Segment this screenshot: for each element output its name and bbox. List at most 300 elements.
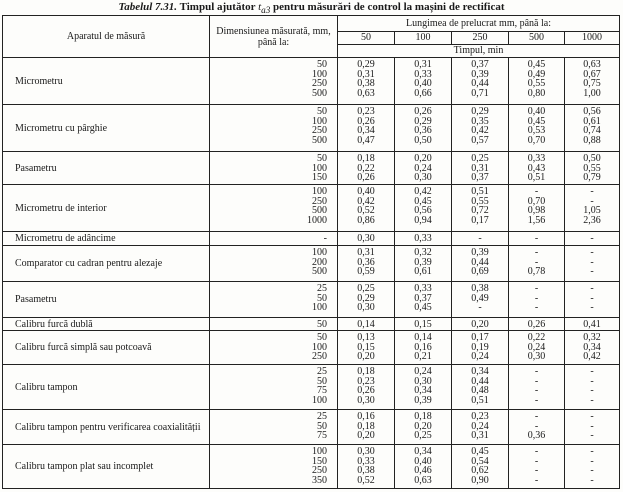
dimension-value: 50 (317, 319, 327, 330)
time-value: 0,38 (471, 283, 489, 294)
dimension-cell (210, 365, 338, 410)
time-value: 0,70 (527, 134, 546, 146)
time-value: 0,51 (471, 186, 489, 197)
time-value: - (590, 385, 594, 396)
dimension-value: 100 (312, 162, 327, 174)
time-value: 0,62 (471, 465, 489, 476)
time-value: 0,72 (471, 205, 489, 216)
time-value: 0,20 (471, 319, 489, 330)
time-value: 0,20 (357, 430, 375, 441)
time-value: 0,33 (414, 283, 432, 294)
time-cell-100 (395, 105, 452, 152)
time-value: 0,51 (471, 394, 489, 406)
time-value: 2,36 (583, 214, 601, 226)
time-value: 0,15 (357, 341, 375, 353)
caption-text-after: pentru măsurări de control la mașini de rectificat (270, 1, 505, 13)
time-value: - (590, 430, 594, 441)
header-length-50: 50 (338, 32, 395, 45)
time-value: 0,59 (357, 266, 375, 277)
time-value: 0,79 (583, 172, 601, 183)
time-value: 0,22 (527, 332, 546, 343)
time-value: 0,54 (471, 455, 489, 467)
time-value: 0,31 (414, 59, 432, 70)
time-value: 0,45 (527, 115, 546, 127)
time-cell-500 (509, 152, 565, 185)
time-value: - (590, 474, 594, 486)
dimension-value: 50 (317, 59, 327, 70)
time-value: 0,33 (357, 455, 375, 467)
time-value: 0,56 (583, 106, 601, 117)
caption-symbol: t (258, 1, 262, 13)
time-value: 0,44 (471, 78, 489, 89)
time-value: 0,22 (357, 162, 375, 174)
time-value: 0,39 (414, 256, 432, 268)
time-value: 0,42 (357, 195, 375, 207)
header-time: Timpul, min (338, 45, 620, 58)
time-value: 0,36 (414, 125, 432, 136)
table-row (3, 365, 620, 410)
time-cell-100 (395, 185, 452, 232)
time-value: 0,61 (583, 115, 601, 127)
dimension-cell (210, 282, 338, 318)
time-cell-50 (338, 410, 395, 445)
time-value: - (590, 366, 594, 377)
time-value: 0,86 (357, 214, 375, 226)
time-value: 0,24 (471, 420, 489, 432)
time-value: 0,52 (357, 474, 375, 486)
time-value: - (590, 420, 594, 432)
instrument-name: Comparator cu cadran pentru alezaje (3, 246, 210, 282)
header-length-1000: 1000 (565, 32, 620, 45)
table-row (3, 410, 620, 445)
time-value: - (534, 247, 539, 258)
time-value: - (478, 302, 482, 313)
time-value: 0,75 (583, 78, 601, 89)
dimension-value: 100 (312, 341, 327, 353)
time-cell-1000 (565, 282, 620, 318)
dimension-cell (210, 410, 338, 445)
time-value: 0,55 (471, 195, 489, 207)
time-value: 0,44 (471, 375, 489, 387)
dimension-value: - (323, 233, 327, 244)
time-cell-1000 (565, 445, 620, 489)
time-value: - (590, 375, 594, 387)
time-value: 0,31 (357, 247, 375, 258)
time-cell-100 (395, 445, 452, 489)
time-cell-250 (452, 331, 509, 365)
time-cell-50 (338, 185, 395, 232)
time-value: 0,18 (414, 411, 432, 422)
time-value: 0,52 (357, 205, 375, 216)
time-cell-250 (452, 282, 509, 318)
time-value: 0,36 (527, 430, 546, 441)
instrument-name: Pasametru (3, 152, 210, 185)
instrument-name: Calibru tampon (3, 365, 210, 410)
time-value: 0,42 (583, 351, 601, 362)
time-cell-500 (509, 58, 565, 105)
time-value: 0,26 (527, 319, 546, 330)
time-value: 0,17 (471, 332, 489, 343)
time-value: 0,26 (357, 385, 375, 396)
time-value: 0,45 (414, 302, 432, 313)
dimension-cell (210, 105, 338, 152)
time-cell-50 (338, 331, 395, 365)
time-value: 0,98 (527, 205, 546, 216)
time-value: 0,40 (414, 78, 432, 89)
dimension-cell (210, 445, 338, 489)
time-value: - (534, 233, 539, 244)
dimension-value: 350 (312, 474, 327, 486)
time-value: 0,25 (471, 153, 489, 164)
time-cell-1000 (565, 318, 620, 331)
time-cell-250 (452, 58, 509, 105)
time-value: 0,47 (357, 134, 375, 146)
dimension-value: 100 (312, 68, 327, 80)
time-value: 0,45 (414, 195, 432, 207)
time-cell-1000 (565, 58, 620, 105)
time-value: 0,39 (414, 394, 432, 406)
time-cell-500 (509, 105, 565, 152)
time-cell-1000 (565, 105, 620, 152)
time-cell-250 (452, 445, 509, 489)
time-cell-500 (509, 445, 565, 489)
time-value: 0,67 (583, 68, 601, 80)
table-row (3, 232, 620, 246)
time-value: 0,31 (471, 430, 489, 441)
time-value: 0,88 (583, 134, 601, 146)
time-value: - (534, 385, 539, 396)
time-value: 0,61 (414, 266, 432, 277)
time-cell-100 (395, 152, 452, 185)
dimension-value: 25 (317, 411, 327, 422)
time-value: - (590, 266, 594, 277)
time-value: 0,30 (414, 172, 432, 183)
time-value: 0,66 (414, 87, 432, 99)
time-value: 0,31 (357, 68, 375, 80)
time-table (2, 15, 620, 489)
time-cell-1000 (565, 185, 620, 232)
time-value: - (534, 465, 539, 476)
time-value: 0,14 (414, 332, 432, 343)
time-value: - (590, 186, 594, 197)
time-cell-500 (509, 410, 565, 445)
table-caption (0, 1, 623, 16)
time-value: 0,25 (414, 430, 432, 441)
time-value: 0,55 (583, 162, 601, 174)
time-cell-500 (509, 246, 565, 282)
time-value: 0,42 (414, 186, 432, 197)
time-value: 0,48 (471, 385, 489, 396)
time-value: - (534, 455, 539, 467)
time-value: 0,20 (414, 420, 432, 432)
time-value: - (534, 302, 539, 313)
time-cell-50 (338, 318, 395, 331)
time-value: 0,23 (357, 106, 375, 117)
instrument-name: Micrometru cu pârghie (3, 105, 210, 152)
dimension-value: 500 (312, 205, 327, 216)
table-row (3, 105, 620, 152)
dimension-value: 250 (312, 465, 327, 476)
time-value: 0,45 (471, 446, 489, 457)
dimension-value: 75 (317, 385, 327, 396)
time-value: 0,37 (471, 59, 489, 70)
time-value: 0,39 (471, 68, 489, 80)
time-value: 0,78 (527, 266, 546, 277)
dimension-value: 50 (317, 292, 327, 304)
table-row (3, 246, 620, 282)
dimension-value: 200 (312, 256, 327, 268)
time-cell-1000 (565, 410, 620, 445)
time-cell-250 (452, 105, 509, 152)
dimension-value: 50 (317, 420, 327, 432)
time-value: 0,37 (471, 172, 489, 183)
time-value: 0,34 (414, 385, 432, 396)
dimension-value: 50 (317, 375, 327, 387)
time-value: 0,49 (527, 68, 546, 80)
time-cell-50 (338, 58, 395, 105)
time-value: - (534, 394, 539, 406)
dimension-value: 100 (312, 446, 327, 457)
time-cell-100 (395, 365, 452, 410)
time-value: 0,38 (357, 465, 375, 476)
dimension-value: 150 (312, 455, 327, 467)
time-value: 0,33 (414, 68, 432, 80)
time-value: 0,13 (357, 332, 375, 343)
time-value: 0,29 (471, 106, 489, 117)
dimension-value: 75 (317, 430, 327, 441)
time-cell-100 (395, 331, 452, 365)
instrument-name: Calibru tampon plat sau incomplet (3, 445, 210, 489)
time-value: 0,40 (527, 106, 546, 117)
header-length-250: 250 (452, 32, 509, 45)
time-cell-1000 (565, 232, 620, 246)
time-cell-250 (452, 152, 509, 185)
time-cell-50 (338, 282, 395, 318)
dimension-cell (210, 152, 338, 185)
time-value: 0,21 (414, 351, 432, 362)
time-value: 0,25 (357, 283, 375, 294)
time-cell-1000 (565, 331, 620, 365)
time-value: 0,24 (527, 341, 546, 353)
time-value: 0,33 (527, 153, 546, 164)
time-value: 0,24 (414, 366, 432, 377)
dimension-value: 250 (312, 78, 327, 89)
time-value: 0,30 (527, 351, 546, 362)
dimension-value: 500 (312, 87, 327, 99)
time-value: 0,40 (414, 455, 432, 467)
dimension-value: 100 (312, 302, 327, 313)
time-cell-50 (338, 232, 395, 246)
header-length-500: 500 (509, 32, 565, 45)
table-row (3, 185, 620, 232)
time-value: 0,30 (414, 375, 432, 387)
table-row (3, 331, 620, 365)
instrument-name: Calibru tampon pentru verificarea coaxialității (3, 410, 210, 445)
time-value: 0,32 (583, 332, 601, 343)
time-value: - (590, 195, 594, 207)
dimension-value: 100 (312, 186, 327, 197)
time-cell-50 (338, 445, 395, 489)
time-cell-500 (509, 232, 565, 246)
time-value: 0,36 (357, 256, 375, 268)
time-value: 0,16 (414, 341, 432, 353)
time-value: 0,74 (583, 125, 601, 136)
time-value: 0,26 (357, 115, 375, 127)
time-value: 0,53 (527, 125, 546, 136)
dimension-value: 250 (312, 351, 327, 362)
dimension-value: 50 (317, 332, 327, 343)
instrument-name: Pasametru (3, 282, 210, 318)
time-value: 0,51 (527, 172, 546, 183)
time-cell-250 (452, 410, 509, 445)
header-instrument: Aparatul de măsură (3, 16, 210, 58)
time-value: 0,43 (527, 162, 546, 174)
time-value: 1,00 (583, 87, 601, 99)
time-value: 0,34 (414, 446, 432, 457)
time-value: 0,35 (471, 115, 489, 127)
time-value: 0,20 (414, 153, 432, 164)
dimension-cell (210, 318, 338, 331)
time-value: 0,19 (471, 341, 489, 353)
time-value: - (590, 455, 594, 467)
time-value: - (590, 446, 594, 457)
dimension-cell (210, 331, 338, 365)
time-value: 0,26 (357, 172, 375, 183)
instrument-name: Micrometru (3, 58, 210, 105)
time-cell-100 (395, 246, 452, 282)
time-value: 0,46 (414, 465, 432, 476)
time-cell-100 (395, 58, 452, 105)
time-value: 0,56 (414, 205, 432, 216)
time-value: 0,39 (471, 247, 489, 258)
time-value: 0,50 (583, 153, 601, 164)
time-cell-500 (509, 318, 565, 331)
dimension-cell (210, 185, 338, 232)
time-cell-1000 (565, 246, 620, 282)
time-value: - (590, 292, 594, 304)
time-value: 0,23 (471, 411, 489, 422)
time-cell-250 (452, 246, 509, 282)
time-value: 0,34 (471, 366, 489, 377)
time-value: 0,55 (527, 78, 546, 89)
time-value: 0,41 (583, 319, 601, 330)
time-value: 0,63 (414, 474, 432, 486)
time-value: - (534, 283, 539, 294)
time-value: 0,69 (471, 266, 489, 277)
dimension-value: 1000 (307, 214, 327, 226)
time-value: 0,30 (357, 233, 375, 244)
time-value: 0,34 (357, 125, 375, 136)
time-cell-50 (338, 105, 395, 152)
time-value: - (534, 292, 539, 304)
time-cell-1000 (565, 152, 620, 185)
instrument-name: Micrometru de adâncime (3, 232, 210, 246)
time-cell-100 (395, 232, 452, 246)
time-value: 0,14 (357, 319, 375, 330)
time-value: - (534, 256, 539, 268)
time-value: 0,17 (471, 214, 489, 226)
dimension-value: 25 (317, 283, 327, 294)
dimension-value: 150 (312, 172, 327, 183)
dimension-value: 50 (317, 153, 327, 164)
header-length-group: Lungimea de prelucrat mm, până la: (338, 16, 620, 32)
header-dimension: Dimensiunea măsurată, mm, până la: (210, 16, 338, 58)
time-value: 0,20 (357, 351, 375, 362)
time-value: 0,18 (357, 420, 375, 432)
table-row (3, 318, 620, 331)
time-value: 0,29 (357, 59, 375, 70)
time-value: 0,44 (471, 256, 489, 268)
time-value: 0,45 (527, 59, 546, 70)
time-value: 0,40 (357, 186, 375, 197)
time-value: 0,50 (414, 134, 432, 146)
dimension-value: 500 (312, 134, 327, 146)
time-cell-100 (395, 318, 452, 331)
time-value: - (590, 233, 594, 244)
time-cell-100 (395, 410, 452, 445)
time-cell-250 (452, 318, 509, 331)
time-value: 0,23 (357, 375, 375, 387)
time-value: 1,05 (583, 205, 601, 216)
time-cell-500 (509, 331, 565, 365)
table-row (3, 152, 620, 185)
time-value: - (590, 283, 594, 294)
table-body (3, 58, 620, 489)
time-value: - (590, 256, 594, 268)
time-cell-250 (452, 365, 509, 410)
time-value: 0,63 (357, 87, 375, 99)
time-value: 0,57 (471, 134, 489, 146)
time-value: - (534, 420, 539, 432)
time-value: 0,71 (471, 87, 489, 99)
dimension-value: 25 (317, 366, 327, 377)
time-value: - (534, 186, 539, 197)
time-value: 0,37 (414, 292, 432, 304)
time-value: 0,30 (357, 446, 375, 457)
time-cell-500 (509, 185, 565, 232)
time-value: 0,32 (414, 247, 432, 258)
time-cell-50 (338, 365, 395, 410)
dimension-cell (210, 246, 338, 282)
dimension-value: 100 (312, 247, 327, 258)
time-value: 0,18 (357, 366, 375, 377)
time-cell-500 (509, 365, 565, 410)
time-cell-100 (395, 282, 452, 318)
caption-text-before: Timpul ajutător (177, 1, 259, 13)
time-value: 0,31 (471, 162, 489, 174)
time-cell-500 (509, 282, 565, 318)
time-value: - (590, 411, 594, 422)
time-value: - (534, 375, 539, 387)
time-cell-250 (452, 185, 509, 232)
time-value: 0,24 (414, 162, 432, 174)
time-value: 0,29 (357, 292, 375, 304)
time-value: 0,24 (471, 351, 489, 362)
time-value: 0,30 (357, 394, 375, 406)
dimension-value: 50 (317, 106, 327, 117)
dimension-value: 250 (312, 195, 327, 207)
time-value: - (590, 302, 594, 313)
time-value: - (590, 394, 594, 406)
time-value: 0,94 (414, 214, 432, 226)
instrument-name: Calibru furcă dublă (3, 318, 210, 331)
dimension-value: 250 (312, 125, 327, 136)
time-value: 0,49 (471, 292, 489, 304)
time-value: 0,30 (357, 302, 375, 313)
time-value: 0,15 (414, 319, 432, 330)
table-row (3, 282, 620, 318)
time-value: - (534, 446, 539, 457)
